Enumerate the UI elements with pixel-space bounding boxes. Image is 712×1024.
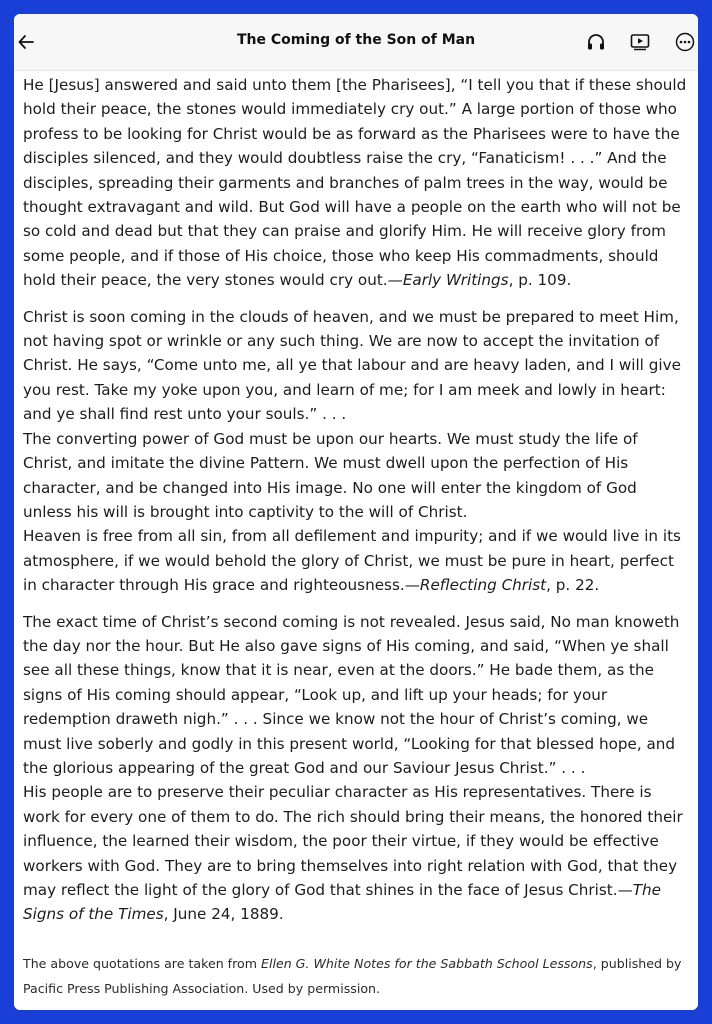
paragraph-6: [23, 780, 688, 926]
paragraph-2: Christ is soon coming in the clouds of heaven, and we must be prepared to meet Him, not having spot or wrinkle or any such thing. We are now to accept the invitation of Christ. He says, “Come unto me, all ye that labour and are heavy laden, and I will give you rest. Take my yoke upon you, and learn of me; for I am meek and lowly in heart: and ye shall find rest unto your souls.” . . .: [23, 307, 681, 424]
footer-book-title: Ellen G. White Notes for the Sabbath School Lessons: [260, 956, 593, 971]
video-button[interactable]: [628, 30, 652, 54]
footer-text: , published by Pacific Press Publishing Association. Used by permission.: [23, 956, 682, 996]
top-bar: [14, 14, 698, 71]
more-icon: [674, 31, 696, 53]
source-reference: , p. 22.: [546, 576, 600, 595]
audio-button[interactable]: [584, 30, 608, 54]
attribution-footer: [23, 951, 688, 1001]
paragraph-5: The exact time of Christ’s second coming is not revealed. Jesus said, No man knoweth the day nor the hour. But He also gave signs of His coming, and said, “When ye shall see all these things, know that it is near, even at the doors.” He bade them, as the signs of His coming should appear, “Look up, and lift up your heads; for your redemption draweth nigh.” . . . Since we know not the hour of Christ’s coming, we must live soberly and godly in this present world, “Looking for that blessed hope, and the glorious appearing of the great God and our Saviour Jesus Christ.” . . .: [23, 612, 680, 777]
source-title: Early Writings: [402, 271, 509, 290]
paragraph-4: [23, 524, 688, 597]
paragraph-text: His people are to preserve their peculiar character as His representatives. There is work for every one of them to do. The rich should bring their means, the honored their influence, the learned their wisdom, the poor their virtue, if they would be effective workers with God. They are to bring themselves into right relation with God, that they may reflect the light of the glory of God that shines in the face of Jesus Christ.—: [23, 783, 683, 899]
play-video-icon: [629, 31, 651, 53]
paragraph-3: The converting power of God must be upon our hearts. We must study the life of Christ, and imitate the divine Pattern. We must dwell upon the perfection of His character, and be changed into His image. No one will enter the kingdom of God unless his will is brought into captivity to the will of Christ.: [23, 429, 638, 521]
page-title: The Coming of the Son of Man: [236, 32, 476, 48]
source-title: Reflecting Christ: [419, 576, 547, 595]
headphones-icon: [585, 31, 607, 53]
footer-text: The above quotations are taken from: [23, 956, 261, 971]
source-reference: , June 24, 1889.: [163, 905, 284, 924]
source-reference: , p. 109.: [508, 271, 572, 290]
paragraph-text: He [Jesus] answered and said unto them [the Pharisees], “I tell you that if these should hold their peace, the stones would immediately cry out.” A large portion of those who profess to be looking for Christ would be as forward as the Pharisees were to have the disciples silenced, and they would doubtless raise the cry, “Fanaticism! . . .” And the disciples, spreading their garments and branches of palm trees in the way, would be thought extravagant and wild. But God will have a people on the earth who will not be so cold and dead but that they can praise and glorify Him. He will receive glory from some people, and if those of His choice, those who keep His commadments, should hold their peace, the very stones would cry out.—: [23, 76, 687, 290]
more-button[interactable]: [673, 30, 697, 54]
reader-window: [14, 14, 698, 1010]
source-title: The Signs of the Times: [23, 881, 662, 924]
paragraph-1: [23, 73, 688, 293]
reading-content: [23, 73, 688, 927]
paragraph-text: Heaven is free from all sin, from all defilement and impurity; and if we would live in its atmosphere, if we would behold the glory of Christ, we must be pure in heart, perfect in character through His grace and righteousness.—: [23, 527, 681, 595]
